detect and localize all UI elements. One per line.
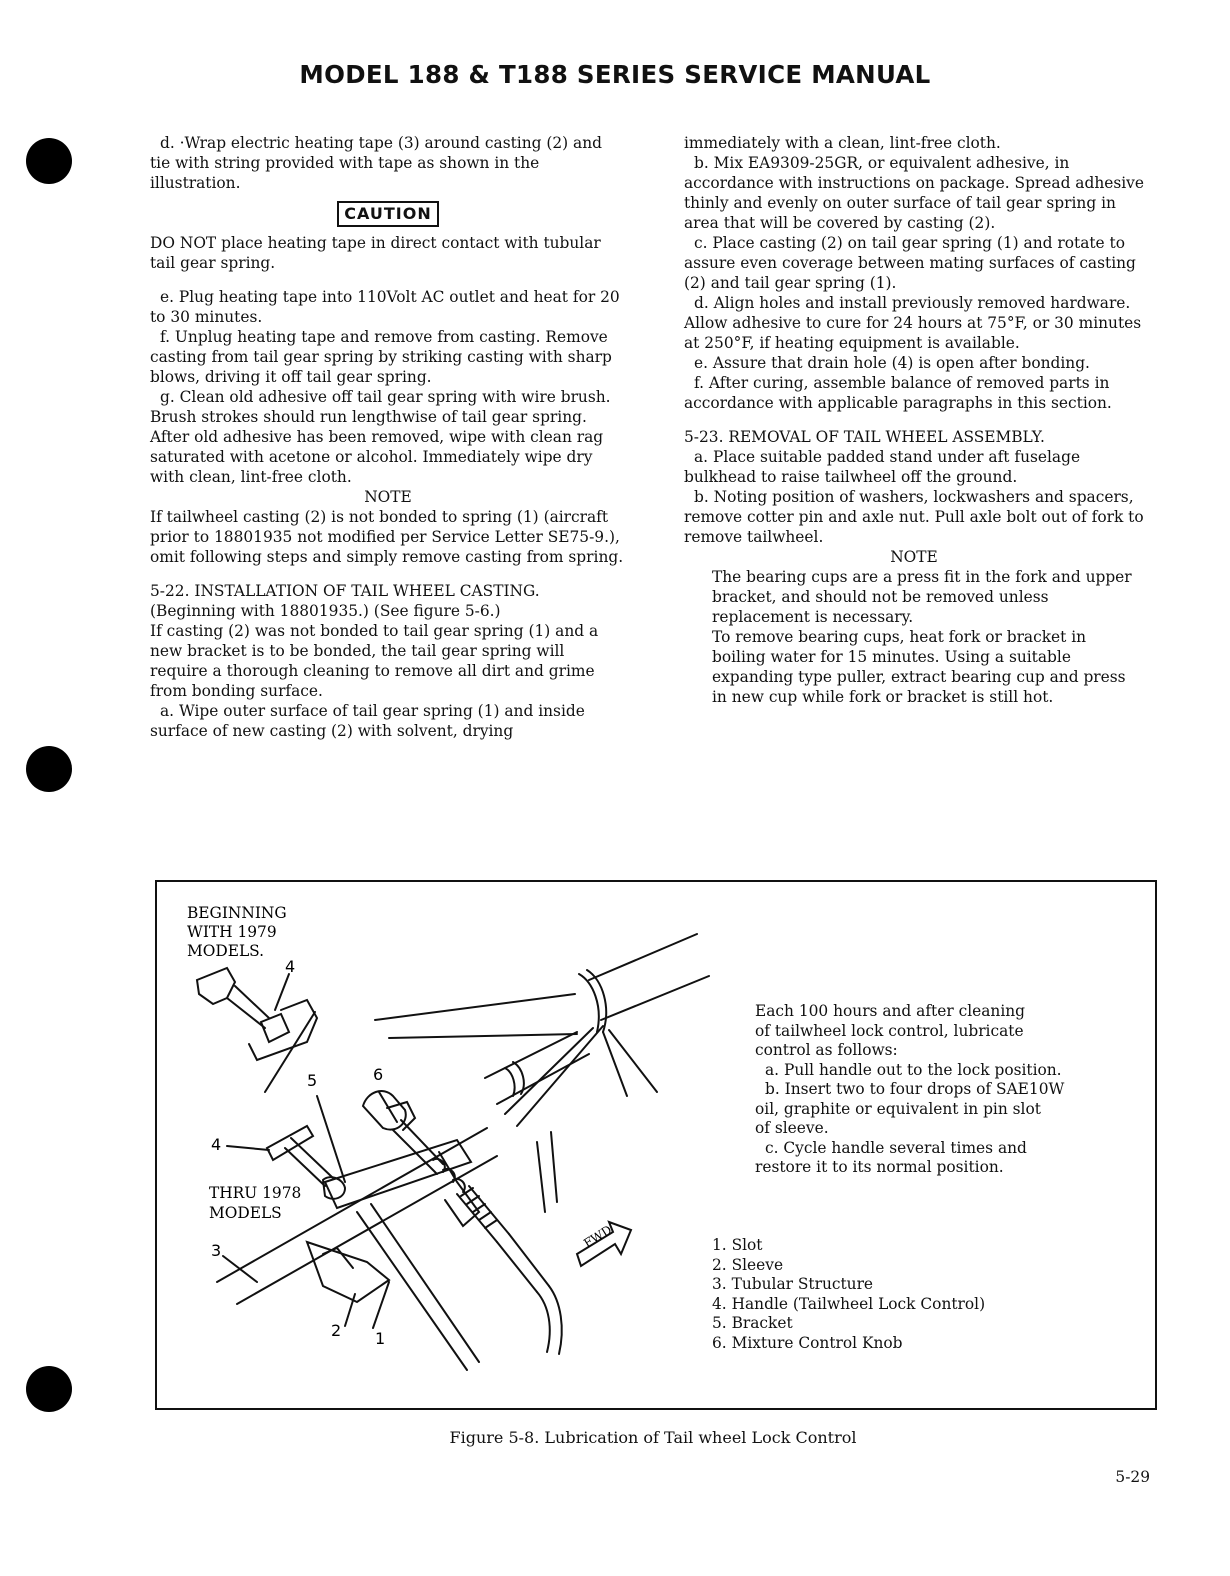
legend-item: 6. Mixture Control Knob xyxy=(712,1333,903,1352)
step-c: c. Place casting (2) on tail gear spring (1) and rotate to assure even coverage between mating surfaces of casting (2) and tail gear spring (1). xyxy=(684,234,1136,292)
note-text-right-1: The bearing cups are a press fit in the fork and upper bracket, and should not be removed unless replacement is necessary. xyxy=(712,568,1132,626)
note-heading: NOTE xyxy=(364,488,412,506)
cable-lower xyxy=(497,1234,549,1292)
right-cable xyxy=(537,1132,557,1212)
legend-item: 4. Handle (Tailwheel Lock Control) xyxy=(712,1294,986,1313)
inset-leader-4 xyxy=(275,974,289,1010)
control-tube xyxy=(485,1032,589,1104)
sleeve-slot xyxy=(323,1248,353,1268)
figure-5-8 xyxy=(155,880,1157,1410)
leader-5 xyxy=(317,1096,345,1182)
callout-4: 4 xyxy=(211,1135,222,1154)
callout-4-inset: 4 xyxy=(285,957,296,976)
upper-tube-2 xyxy=(375,994,577,1038)
legend-item: 1. Slot xyxy=(712,1236,763,1254)
binder-hole-middle xyxy=(26,746,72,792)
section-5-23-step-a: a. Place suitable padded stand under aft fuselage bulkhead to raise tailwheel off the ground. xyxy=(684,448,1081,486)
step-b: b. Mix EA9309-25GR, or equivalent adhesive, in accordance with instructions on package. Spread adhesive thinly and evenly on outer surface of tail gear spring in area that will be covered by casting (2). xyxy=(684,154,1144,232)
brace-line-1 xyxy=(505,1026,603,1126)
caution-banner xyxy=(150,201,626,227)
instr-b-2: oil, graphite or equivalent in pin slot xyxy=(755,1099,1041,1118)
t-handle-bar xyxy=(267,1126,313,1160)
step-e: e. Plug heating tape into 110Volt AC outlet and heat for 20 to 30 minutes. xyxy=(150,288,620,326)
legend-item: 2. Sleeve xyxy=(712,1255,784,1274)
caution-label: CAUTION xyxy=(337,201,438,227)
step-a: a. Wipe outer surface of tail gear spring (1) and inside surface of new casting (2) with solvent, drying xyxy=(150,702,585,740)
instr-intro-1: Each 100 hours and after cleaning xyxy=(755,1002,1026,1020)
callout-3: 3 xyxy=(211,1241,222,1260)
instr-intro-3: control as follows: xyxy=(755,1041,898,1059)
page-number: 5-29 xyxy=(1115,1468,1150,1486)
section-5-22-text: If casting (2) was not bonded to tail gear spring (1) and a new bracket is to be bonded, the tail gear spring will require a thorough cleaning to remove all dirt and grime from bonding surface. xyxy=(150,622,599,700)
step-e-right: e. Assure that drain hole (4) is open after bonding. xyxy=(694,354,1090,372)
fwd-label: FWD xyxy=(581,1222,615,1251)
left-column xyxy=(150,133,626,741)
knob-body xyxy=(363,1091,406,1130)
sleeve xyxy=(307,1242,389,1302)
step-f: f. Unplug heating tape and remove from casting. Remove casting from tail gear spring by striking casting with sharp blows, driving it off tail gear spring. xyxy=(150,328,612,386)
section-5-23-heading: 5-23. REMOVAL OF TAIL WHEEL ASSEMBLY. xyxy=(684,428,1045,446)
spacer xyxy=(684,413,1144,427)
cable-end xyxy=(537,1286,562,1354)
instr-c-1: c. Cycle handle several times and xyxy=(765,1138,1027,1157)
leader-3 xyxy=(223,1256,257,1282)
legend-item: 5. Bracket xyxy=(712,1314,793,1332)
step-g: g. Clean old adhesive off tail gear spring with wire brush. Brush strokes should run lengthwise of tail gear spring. After old adhesive has been removed, wipe with clean rag saturated with acetone or alcohol. Immediately wipe dry with clean, lint-free cloth. xyxy=(150,388,611,486)
section-5-22-heading: 5-22. INSTALLATION OF TAIL WHEEL CASTING. (Beginning with 18801935.) (See figure 5-6.) xyxy=(150,582,540,620)
instr-b-3: of sleeve. xyxy=(755,1119,829,1137)
binder-hole-top xyxy=(26,138,72,184)
callout-2: 2 xyxy=(331,1321,342,1340)
beginning-label-1: BEGINNING xyxy=(187,904,287,922)
spacer xyxy=(150,567,626,581)
beginning-label-3: MODELS. xyxy=(187,942,265,960)
beginning-label-2: WITH 1979 xyxy=(187,923,277,941)
parts-legend xyxy=(712,1236,1112,1353)
t-handle-nut xyxy=(323,1177,345,1199)
figure-caption: Figure 5-8. Lubrication of Tail wheel Lock Control xyxy=(449,1428,857,1447)
callout-1: 1 xyxy=(375,1329,386,1348)
instr-c-2: restore it to its normal position. xyxy=(755,1158,1004,1176)
continued-text: immediately with a clean, lint-free cloth. xyxy=(684,134,1001,152)
note-heading-right: NOTE xyxy=(890,548,938,566)
step-d-right: d. Align holes and install previously removed hardware. Allow adhesive to cure for 24 hours at 75°F, or 30 minutes at 250°F, if heating equipment is available. xyxy=(684,294,1142,352)
note-text-right-2: To remove bearing cups, heat fork or bracket in boiling water for 15 minutes. Using a suitable expanding type puller, extract bearing cup and press in new cup while fork or bracket is still hot. xyxy=(712,628,1126,706)
spacer xyxy=(150,273,626,287)
section-5-23-step-b: b. Noting position of washers, lockwashers and spacers, remove cotter pin and axle nut. Pull axle bolt out of fork to remove tailwheel. xyxy=(684,488,1144,546)
page-title: MODEL 188 & T188 SERIES SERVICE MANUAL xyxy=(299,60,931,89)
lubrication-instructions xyxy=(755,1002,1135,1178)
callout-5: 5 xyxy=(307,1071,318,1090)
callout-6: 6 xyxy=(373,1065,384,1084)
instr-intro-2: of tailwheel lock control, lubricate xyxy=(755,1021,1024,1040)
step-d: d. ·Wrap electric heating tape (3) around casting (2) and tie with string provided with tape as shown in the illustration. xyxy=(150,134,602,192)
step-f-right: f. After curing, assemble balance of removed parts in accordance with applicable paragraphs in this section. xyxy=(684,374,1112,412)
thru-label-2: MODELS xyxy=(209,1204,282,1222)
note-text: If tailwheel casting (2) is not bonded to spring (1) (aircraft prior to 18801935 not modified per Service Letter SE75-9.), omit following steps and simply remove casting from spring. xyxy=(150,508,624,566)
leader-4b xyxy=(227,1146,269,1150)
brace-line-2 xyxy=(603,1030,657,1096)
instr-a: a. Pull handle out to the lock position. xyxy=(765,1060,1062,1079)
thru-label-1: THRU 1978 xyxy=(209,1184,302,1202)
right-column xyxy=(684,133,1144,707)
legend-item: 3. Tubular Structure xyxy=(712,1275,874,1293)
instr-b-1: b. Insert two to four drops of SAE10W xyxy=(765,1080,1065,1098)
binder-hole-bottom xyxy=(26,1366,72,1412)
caution-text: DO NOT place heating tape in direct contact with tubular tail gear spring. xyxy=(150,234,601,272)
